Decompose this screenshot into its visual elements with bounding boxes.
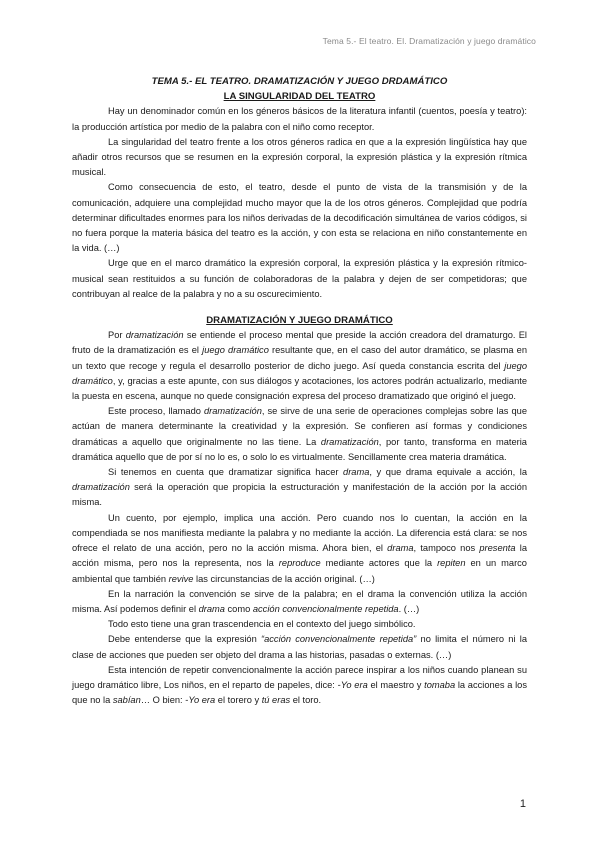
paragraph (72, 465, 527, 511)
text-run: la acción misma, pero nos la representa, nos la (72, 543, 527, 569)
text-run: Debe entenderse que la expresión (108, 634, 262, 645)
text-run: Un cuento, por ejemplo, implica una acción. Pero cuando nos lo cuentan, la acción en la compendiada se nos manifiesta mediante la palabra y no mediante la acción. La diferencia está clara: se nos ofrece el relato de una acción, pero no la acción misma. Ahora bien, el (72, 512, 527, 554)
italic-run: juego dramático (202, 345, 269, 356)
text-run: el torero y (215, 695, 262, 706)
text-run: Por (108, 330, 126, 341)
text-run: Este proceso, llamado (108, 406, 204, 417)
section-heading-singularidad: LA SINGULARIDAD DEL TEATRO (223, 91, 376, 103)
italic-run: tomaba (424, 679, 456, 690)
italic-run: dramatización (72, 482, 130, 493)
text-run: , se sirve de una serie de operaciones complejas sobre las que actúan de manera determinante la creatividad y la expresión. Se confieren así formas y condiciones dramáticas a aquello que originalmente no las tiene. La (72, 406, 527, 447)
paragraph (72, 511, 527, 587)
paragraph (72, 328, 527, 404)
text-run: Esta intención de repetir convencionalmente la acción parece inspirar a los niños cuando planean su juego dramático libre, Los niños, en el reparto de papeles, dice: - (72, 664, 527, 690)
italic-run: sabían (112, 695, 141, 706)
text-run: resultante que, en el caso del autor dramático, se plasma en un texto que recoge y regula el desarrollo posterior de dicho juego. Así queda constancia escrita del (72, 345, 527, 371)
paragraph (72, 404, 527, 465)
document-body (72, 74, 527, 708)
paragraph (72, 256, 527, 302)
text-run: no limita el número ni la clase de acciones que pueden ser objeto del drama a las historias, pasadas o externas. (…) (72, 634, 527, 660)
italic-run: dramatización (203, 406, 262, 417)
text-run: , y que drama equivale a acción, la (369, 467, 527, 478)
text-run: Urge que en el marco dramático la expresión corporal, la expresión plástica y la expresión rítmico-musical sean restituidos a su función de colaboradoras de la palabra y dejen de ser competidoras; que contribuyan al realce de la palabra y no a su oscurecimiento. (72, 258, 527, 299)
italic-run: juego dramático (72, 360, 527, 386)
italic-run: “acción convencionalmente repetida” (261, 634, 417, 645)
paragraph (72, 663, 527, 709)
paragraph (72, 104, 527, 134)
text-run: será la operación que propicia la estructuración y manifestación de la acción por la acción misma. (72, 482, 527, 508)
italic-run: Yo era (188, 695, 216, 706)
italic-run: dramatización (125, 330, 184, 341)
paragraph (72, 180, 527, 256)
italic-run: drama (198, 603, 225, 614)
text-run: las circunstancias de la acción original. (…) (193, 573, 375, 584)
italic-run: dramatización (320, 436, 379, 447)
italic-run: revive (168, 573, 194, 584)
italic-run: presenta (479, 543, 516, 554)
document-title: TEMA 5.- EL TEATRO. DRAMATIZACIÓN Y JUEGO DRDAMÁTICO (151, 76, 448, 87)
italic-run: drama (343, 467, 370, 478)
paragraph (72, 617, 527, 632)
text-run: En la narración la convención se sirve de la palabra; en el drama la convención utiliza la acción misma. Así podemos definir el (72, 588, 527, 614)
text-run: La singularidad del teatro frente a los otros géneros radica en que a la expresión lingüística hay que añadir otros recursos que se resumen en la expresión corporal, la expresión plástica y la expresión rítmica musical. (72, 136, 527, 178)
text-run: , y, gracias a este apunte, con sus diálogos y acotaciones, los actores podrán actualizarlo, mediante la puesta en escena, aunque no quede consignación expresa del proceso dramatizado que originó el juego. (72, 375, 527, 402)
italic-run: drama (387, 543, 414, 554)
text-run: la acciones a los que no la (72, 679, 527, 706)
text-run: Como consecuencia de esto, el teatro, desde el punto de vista de la transmisión y de la comunicación, adquiere una complejidad mucho mayor que la de los otros géneros. Complejidad que podría determinar dificultades enormes para los niños derivadas de la decodificación simultánea de varios códigos, si no fuera porque la materia básica del teatro es la acción, y con esta se relaciona en niño constantemente en la vida. (…) (72, 182, 527, 254)
text-run: Todo esto tiene una gran trascendencia en el contexto del juego simbólico. (108, 619, 416, 630)
italic-run: acción convencionalmente repetida (252, 603, 399, 614)
italic-run: repiten (437, 558, 466, 569)
text-run: Si tenemos en cuenta que dramatizar significa hacer (108, 467, 344, 478)
text-run: el toro. (290, 695, 322, 706)
italic-run: reproduce (278, 558, 321, 569)
text-run: el maestro y (367, 679, 425, 690)
text-run: se entiende el proceso mental que preside la acción creadora del dramaturgo. El fruto de la dramatización es el (72, 330, 527, 356)
page-number: 1 (519, 798, 526, 810)
paragraph (72, 587, 527, 617)
paragraph (72, 135, 527, 181)
text-run: , tampoco nos (413, 543, 480, 554)
italic-run: Yo era (340, 679, 368, 690)
paragraph (72, 632, 527, 662)
italic-run: tú eras (261, 695, 291, 706)
section-heading-dramatizacion: DRAMATIZACIÓN Y JUEGO DRAMÁTICO (206, 315, 393, 327)
text-run: mediante actores que la (320, 558, 438, 569)
text-run: como (224, 603, 253, 614)
text-run: … O bien: - (140, 695, 189, 706)
text-run: Hay un denominador común en los géneros básicos de la literatura infantil (cuentos, poesía y teatro): la producción artística por medio de la palabra con el niño como receptor. (72, 106, 527, 132)
text-run: , por tanto, transforma en materia dramática aquello que de por sí no lo es, o solo lo es virtualmente. Sencillamente crea materia dramática. (72, 436, 527, 462)
text-run: . (…) (398, 603, 420, 614)
running-header: Tema 5.- El teatro. El. Dramatización y juego dramático (322, 36, 536, 46)
text-run: en un marco ambiental que también (72, 558, 527, 584)
